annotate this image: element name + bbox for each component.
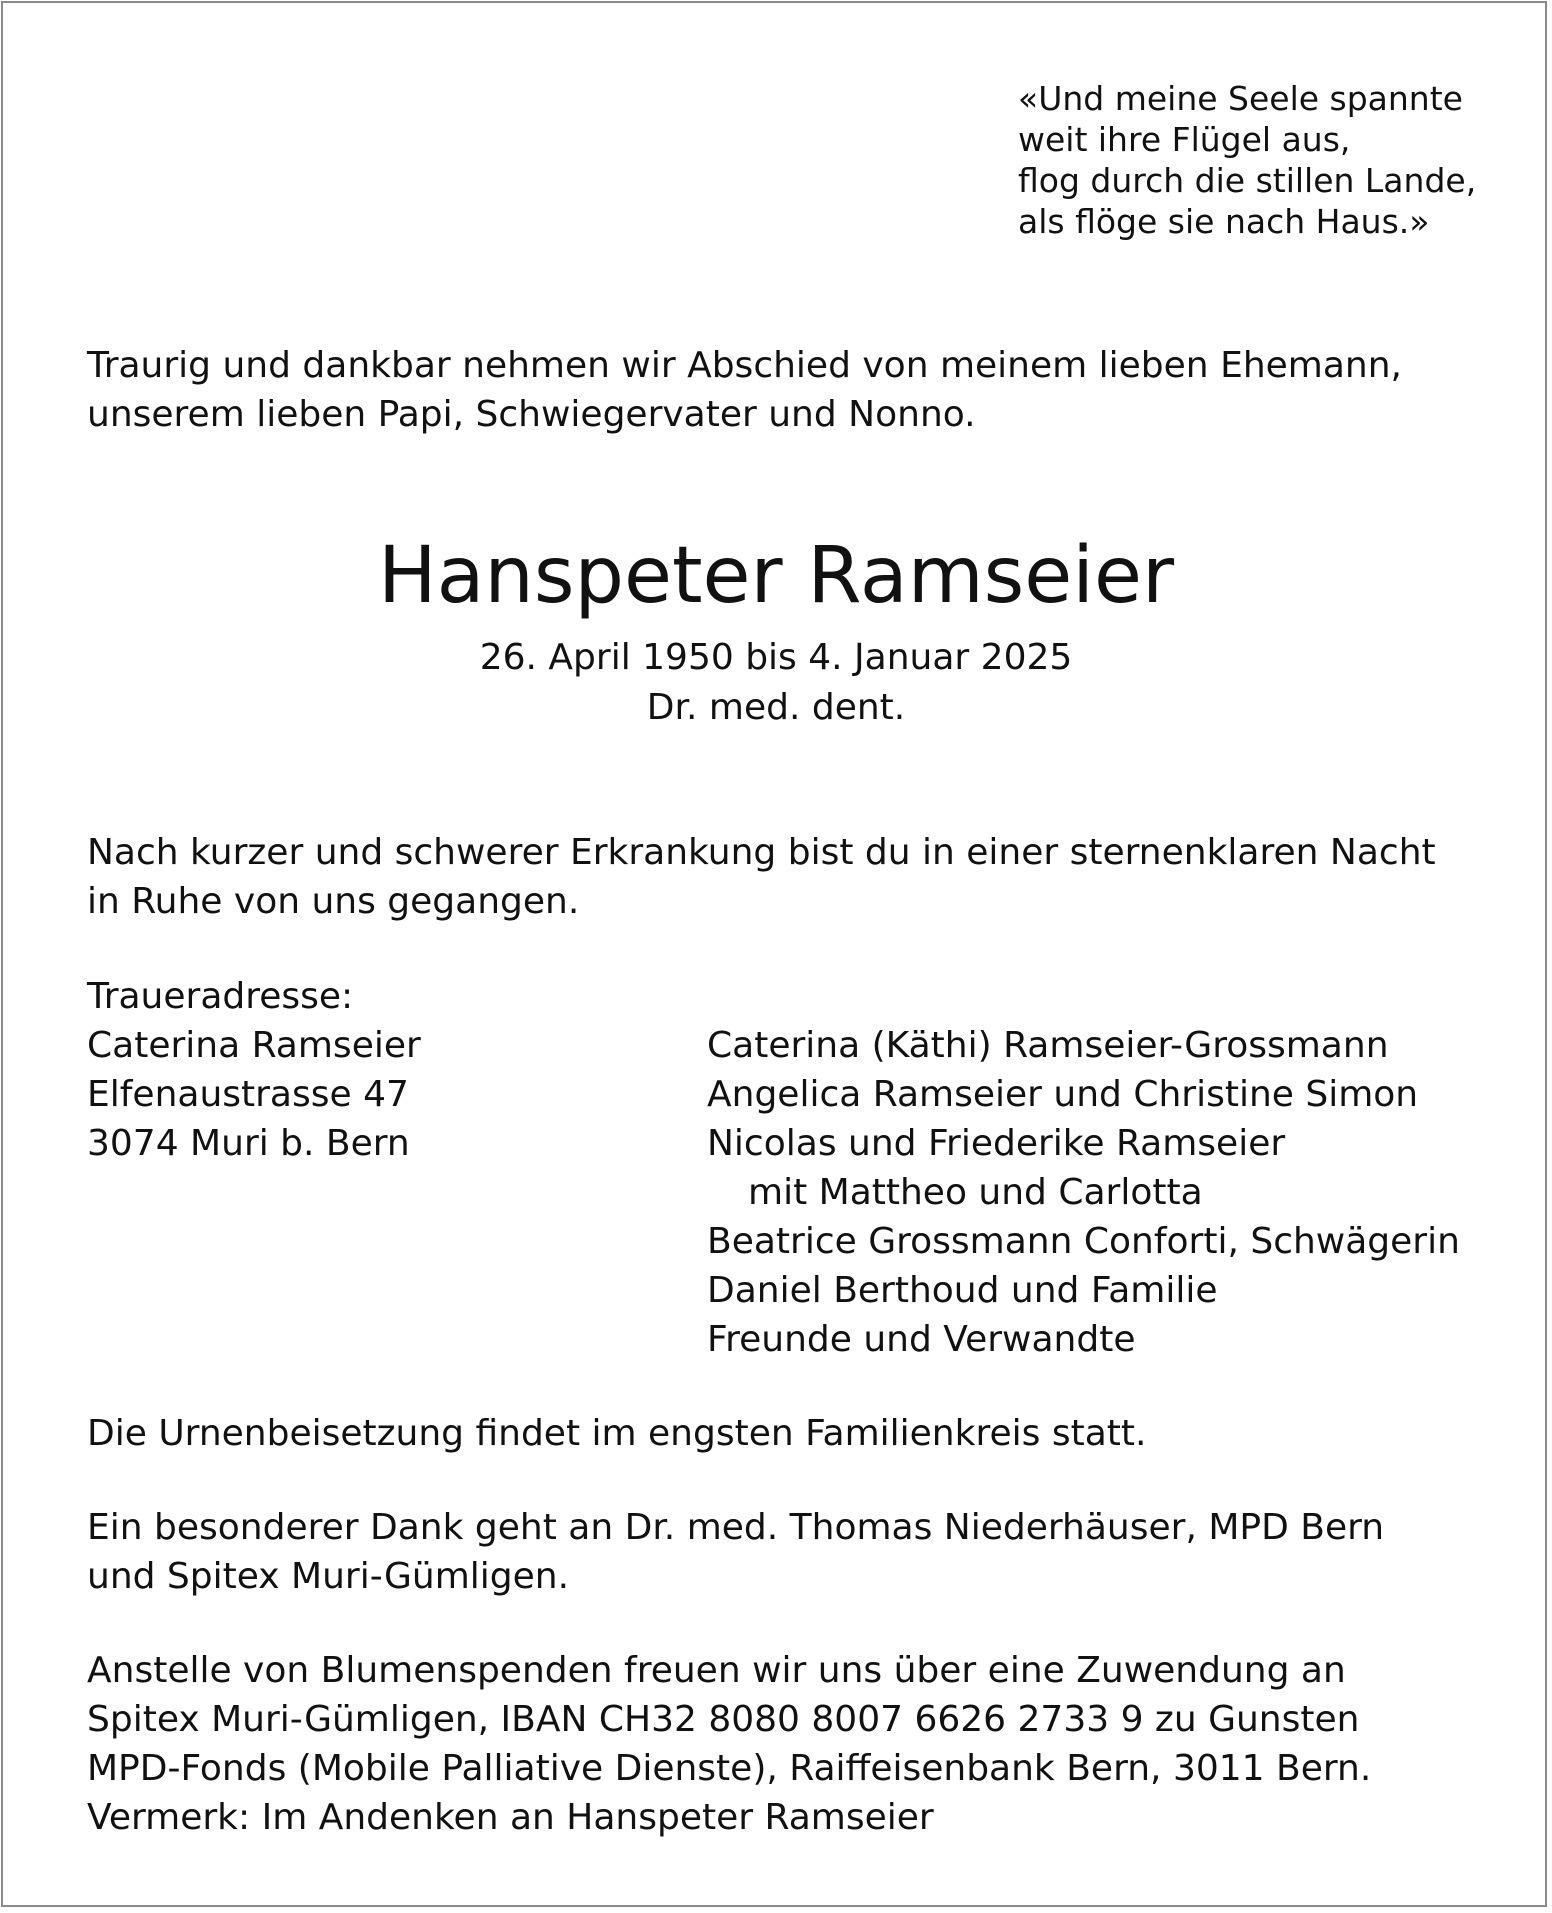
motto-line: als flöge sie nach Haus.» (1018, 202, 1430, 241)
mourner-entry: mit Mattheo und Carlotta (748, 1172, 1203, 1213)
burial-notice: Die Urnenbeisetzung findet im engsten Familienkreis statt. (87, 1413, 1147, 1454)
motto-line: flog durch die stillen Lande, (1018, 161, 1477, 200)
mourner-entry: Daniel Berthoud und Familie (707, 1270, 1218, 1311)
thanks-line: und Spitex Muri-Gümligen. (87, 1556, 570, 1597)
address-line: Caterina Ramseier (87, 1025, 421, 1066)
motto-line: weit ihre Flügel aus, (1018, 120, 1351, 159)
mourner-entry: Caterina (Käthi) Ramseier-Grossmann (707, 1025, 1389, 1066)
deceased-dates: 26. April 1950 bis 4. Januar 2025 (479, 637, 1073, 678)
intro-line: Traurig und dankbar nehmen wir Abschied von meinem lieben Ehemann, (87, 345, 1402, 386)
page-border (1, 1, 1547, 1907)
deceased-title: Dr. med. dent. (646, 687, 906, 728)
address-line: 3074 Muri b. Bern (87, 1123, 410, 1164)
mourner-entry: Freunde und Verwandte (707, 1319, 1136, 1360)
deceased-name: Hanspeter Ramseier (377, 531, 1175, 621)
donation-line: Anstelle von Blumenspenden freuen wir uns über eine Zuwendung an (87, 1650, 1346, 1691)
mourner-entry: Angelica Ramseier und Christine Simon (707, 1074, 1419, 1115)
address-heading: Traueradresse: (87, 976, 354, 1017)
mourner-entry: Beatrice Grossmann Conforti, Schwägerin (707, 1221, 1460, 1262)
thanks-line: Ein besonderer Dank geht an Dr. med. Thomas Niederhäuser, MPD Bern (87, 1507, 1385, 1548)
address-line: Elfenaustrasse 47 (87, 1074, 409, 1115)
motto-line: «Und meine Seele spannte (1018, 79, 1463, 118)
passing-line: in Ruhe von uns gegangen. (87, 881, 580, 922)
donation-line: Vermerk: Im Andenken an Hanspeter Ramseier (87, 1797, 934, 1838)
donation-line: Spitex Muri-Gümligen, IBAN CH32 8080 8007 6626 2733 9 zu Gunsten (87, 1699, 1360, 1740)
mourner-entry: Nicolas und Friederike Ramseier (707, 1123, 1286, 1164)
intro-line: unserem lieben Papi, Schwiegervater und Nonno. (87, 394, 976, 435)
passing-line: Nach kurzer und schwerer Erkrankung bist du in einer sternenklaren Nacht (87, 832, 1436, 873)
donation-line: MPD-Fonds (Mobile Palliative Dienste), Raiffeisenbank Bern, 3011 Bern. (87, 1748, 1372, 1789)
